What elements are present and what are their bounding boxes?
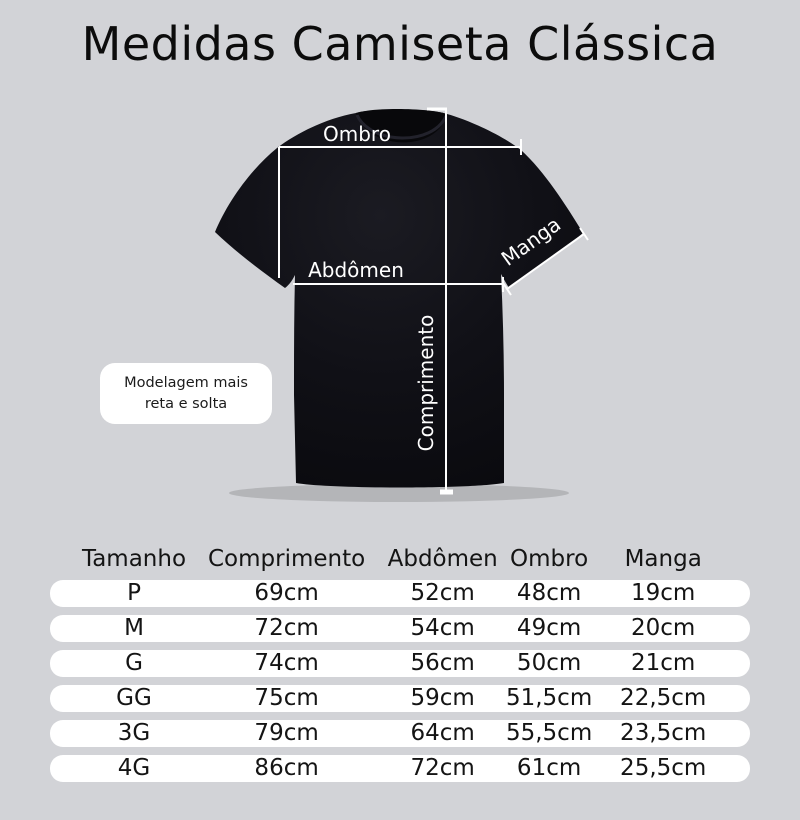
measure-cell: 69cm xyxy=(254,580,319,606)
measure-cell: 50cm xyxy=(516,650,582,676)
measure-cell: 25,5cm xyxy=(620,755,707,781)
measure-cell: 61cm xyxy=(516,755,582,781)
header-cell-abdomen: Abdômen xyxy=(387,546,498,572)
table-row-g xyxy=(50,650,750,677)
measure-cell: 22,5cm xyxy=(620,685,707,711)
measure-cell: 49cm xyxy=(516,615,582,641)
table-row-p xyxy=(50,580,750,607)
size-cell: 4G xyxy=(117,755,151,781)
header-cell-shoulder: Ombro xyxy=(510,546,589,572)
size-cell: P xyxy=(127,580,141,606)
measure-cell: 20cm xyxy=(631,615,696,641)
measure-cell: 59cm xyxy=(410,685,475,711)
table-header-row xyxy=(50,546,750,573)
header-cell-sleeve: Manga xyxy=(624,546,702,572)
measure-cell: 74cm xyxy=(254,650,319,676)
size-cell: G xyxy=(125,650,143,676)
measure-cell: 51,5cm xyxy=(505,685,593,711)
measure-cell: 72cm xyxy=(254,615,319,641)
measure-cell: 21cm xyxy=(631,650,696,676)
shirt-diagram xyxy=(170,95,620,515)
table-row-gg xyxy=(50,685,750,712)
page-title: Medidas Camiseta Clássica xyxy=(81,17,719,71)
measure-cell: 52cm xyxy=(410,580,475,606)
table-row-m xyxy=(50,615,750,642)
measure-cell: 48cm xyxy=(516,580,582,606)
shirt-body xyxy=(215,109,583,487)
shoulder-label: Ombro xyxy=(323,122,391,146)
measure-cell: 19cm xyxy=(631,580,696,606)
fit-note-box xyxy=(100,363,272,424)
size-cell: GG xyxy=(116,685,152,711)
measure-cell: 23,5cm xyxy=(620,720,707,746)
measure-cell: 75cm xyxy=(254,685,319,711)
header-cell-size: Tamanho xyxy=(81,546,187,572)
measure-cell: 55,5cm xyxy=(505,720,593,746)
fit-note-text: Modelagem mais reta e solta xyxy=(124,375,248,412)
header-cell-length: Comprimento xyxy=(207,546,366,572)
measure-cell: 64cm xyxy=(410,720,475,746)
table-row-4g xyxy=(50,755,750,782)
measure-cell: 72cm xyxy=(410,755,475,781)
length-label: Comprimento xyxy=(414,314,438,452)
size-table xyxy=(50,546,750,790)
measure-cell: 56cm xyxy=(410,650,475,676)
size-cell: M xyxy=(124,615,144,641)
table-row-3g xyxy=(50,720,750,747)
size-cell: 3G xyxy=(117,720,151,746)
measure-cell: 86cm xyxy=(254,755,319,781)
measure-cell: 79cm xyxy=(254,720,319,746)
abdomen-label: Abdômen xyxy=(308,258,404,282)
sleeve-label: Manga xyxy=(496,211,566,271)
measure-cell: 54cm xyxy=(410,615,475,641)
